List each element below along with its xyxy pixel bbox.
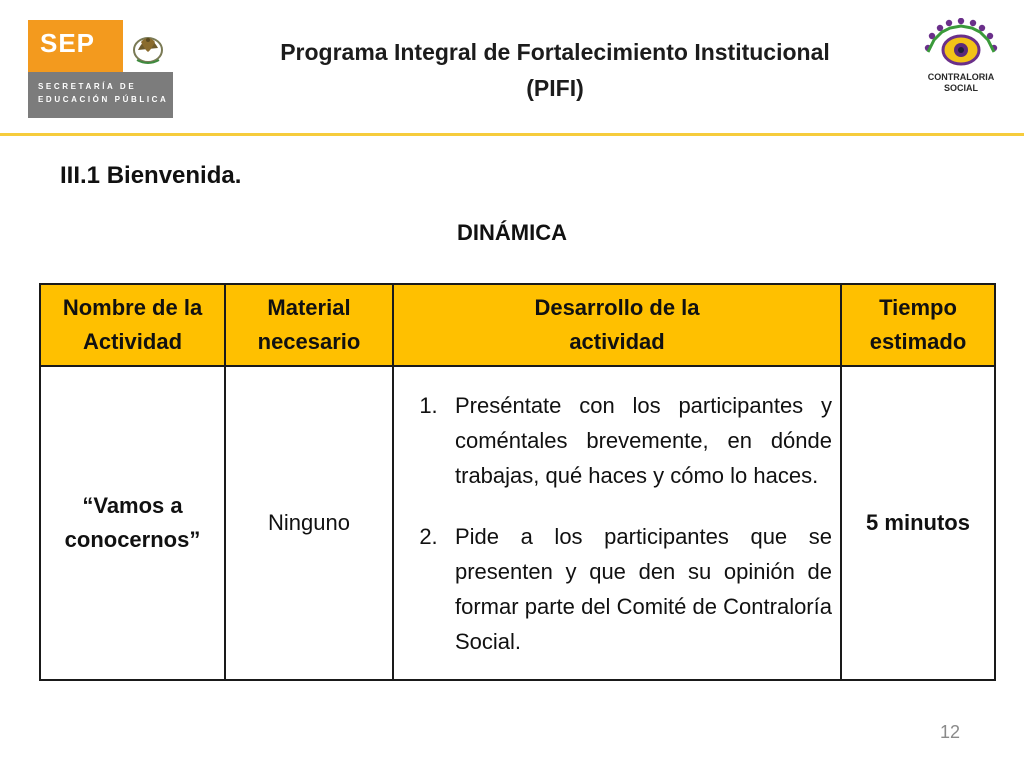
step-text: Pide a los participantes que se presenten y que den su opinión de formar parte del Comité de Contraloría Social. bbox=[455, 523, 832, 654]
header-title-line-1: Programa Integral de Fortalecimiento Institucional bbox=[280, 39, 830, 65]
header-development: Desarrollo de la actividad bbox=[393, 284, 841, 366]
list-item bbox=[402, 519, 832, 659]
sep-logo bbox=[28, 20, 173, 118]
activity-table bbox=[39, 283, 996, 681]
header-material: Material necesario bbox=[225, 284, 393, 366]
contraloria-social-label: CONTRALORIA SOCIAL bbox=[927, 72, 995, 93]
header-time: Tiempo estimado bbox=[841, 284, 995, 366]
header-activity-name: Nombre de la Actividad bbox=[40, 284, 225, 366]
table-row bbox=[40, 366, 995, 680]
section-title: III.1 Bienvenida. bbox=[60, 162, 242, 189]
page-number: 12 bbox=[940, 722, 961, 742]
list-item bbox=[402, 388, 832, 493]
header-divider bbox=[0, 133, 1024, 136]
activity-name-cell: “Vamos a conocernos” bbox=[40, 366, 225, 680]
sep-logo-subtitle: SECRETARÍA DE EDUCACIÓN PÚBLICA bbox=[38, 82, 169, 104]
step-number: 1. bbox=[419, 392, 438, 418]
development-cell bbox=[393, 366, 841, 680]
table-header-row bbox=[40, 284, 995, 366]
material-cell: Ninguno bbox=[225, 366, 393, 680]
sep-logo-word: SEP bbox=[40, 28, 96, 58]
dynamic-subtitle: DINÁMICA bbox=[457, 220, 567, 245]
header-title-line-2: (PIFI) bbox=[526, 75, 584, 101]
contraloria-people-eye-icon bbox=[918, 18, 1004, 74]
mexican-eagle-icon bbox=[123, 20, 173, 72]
contraloria-social-logo bbox=[918, 18, 1004, 104]
time-cell: 5 minutos bbox=[841, 366, 995, 680]
step-text: Preséntate con los participantes y coméntales brevemente, en dónde trabajas, qué haces y cómo lo haces. bbox=[455, 392, 832, 488]
sep-logo-orange-block bbox=[28, 20, 123, 72]
steps-list bbox=[402, 388, 832, 659]
step-number: 2. bbox=[419, 523, 438, 549]
header-title bbox=[210, 34, 900, 106]
